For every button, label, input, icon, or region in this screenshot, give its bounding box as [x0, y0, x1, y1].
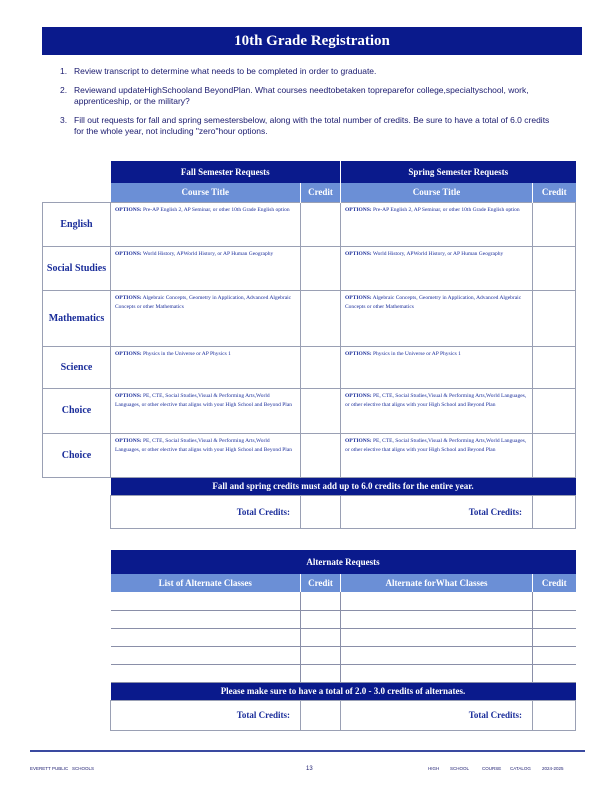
alternate-for-header: Alternate forWhat Classes [341, 574, 533, 592]
options-label: OPTIONS: [115, 392, 142, 399]
alternate-class-cell[interactable] [111, 592, 301, 610]
options-text: PE, CTE, Social Studies,Visual & Performing Arts,World Languages, or other elective that aligns with your High School and Beyond Plan [115, 392, 293, 408]
footer-text: PUBLIC [52, 766, 69, 771]
alternate-total-credits-label-2: Total Credits: [341, 700, 533, 730]
alternate-credit-cell[interactable] [301, 592, 341, 610]
alternate-credit-cell[interactable] [301, 628, 341, 646]
spring-course-title-header: Course Title [341, 183, 533, 202]
instruction-number: 3. [60, 115, 68, 125]
options-label: OPTIONS: [345, 206, 372, 213]
alternate-requests-header: Alternate Requests [111, 550, 576, 574]
instruction-number: 2. [60, 85, 68, 95]
options-text: Physics in the Universe or AP Physics 1 [371, 350, 461, 357]
alternate-credit-cell[interactable] [301, 646, 341, 664]
spring-total-credits-label: Total Credits: [341, 495, 533, 528]
fall-total-credits-cell[interactable] [301, 495, 341, 528]
page-title: 10th Grade Registration [42, 27, 582, 55]
options-label: OPTIONS: [115, 206, 142, 213]
instruction-text: Fill out requests for fall and spring semestersbelow, along with the total number of credits. Be sure to have a total of 6.0 credits for the whole year, not including "zero"hour options. [74, 115, 550, 136]
options-text: Pre-AP English 2, AP Seminar, or other 10th Grade English option [371, 206, 520, 213]
page-number: 13 [306, 766, 313, 772]
footer-text: 2024-2025 [542, 766, 564, 771]
spring-credit-cell[interactable] [533, 290, 576, 346]
spring-credit-cell[interactable] [533, 202, 576, 246]
options-label: OPTIONS: [115, 294, 142, 301]
alternates-note-banner: Please make sure to have a total of 2.0 - 3.0 credits of alternates. [111, 682, 576, 700]
spring-course-cell[interactable] [341, 290, 533, 346]
instruction-text: Review transcript to determine what needs to be completed in order to graduate. [74, 66, 377, 76]
fall-course-cell[interactable] [111, 433, 301, 477]
alternate-credit-header-2: Credit [533, 574, 576, 592]
alternate-for-cell[interactable] [341, 592, 533, 610]
spring-credit-header: Credit [533, 183, 576, 202]
spring-course-cell[interactable] [341, 433, 533, 477]
spring-credit-cell[interactable] [533, 346, 576, 388]
footer-text: EVERETT [30, 766, 51, 771]
alternate-credit-cell[interactable] [533, 628, 576, 646]
instructions-list [60, 66, 560, 145]
fall-total-credits-label: Total Credits: [111, 495, 301, 528]
fall-credit-cell[interactable] [301, 202, 341, 246]
alternate-for-cell[interactable] [341, 664, 533, 682]
options-label: OPTIONS: [345, 392, 372, 399]
fall-credit-cell[interactable] [301, 433, 341, 477]
options-label: OPTIONS: [345, 294, 372, 301]
footer-text: SCHOOLS [72, 766, 95, 771]
options-text: World History, APWorld History, or AP Human Geography [371, 250, 504, 257]
fall-credit-cell[interactable] [301, 346, 341, 388]
spring-credit-cell[interactable] [533, 433, 576, 477]
alternate-credit-cell[interactable] [533, 664, 576, 682]
instruction-item [60, 85, 560, 107]
alternate-credit-cell[interactable] [533, 646, 576, 664]
alternate-class-cell[interactable] [111, 628, 301, 646]
requests-table [42, 161, 576, 529]
alternate-total-credits-cell-2[interactable] [533, 700, 576, 730]
instruction-item [60, 115, 560, 137]
subject-mathematics: Mathematics [43, 290, 111, 346]
spring-credit-cell[interactable] [533, 388, 576, 433]
instruction-number: 1. [60, 66, 68, 76]
alternate-class-cell[interactable] [111, 610, 301, 628]
options-text: Pre-AP English 2, AP Seminar, or other 10th Grade English option [141, 206, 290, 213]
alternate-for-cell[interactable] [341, 646, 533, 664]
alternate-credit-cell[interactable] [533, 592, 576, 610]
instruction-item [60, 66, 560, 77]
alternate-credit-header: Credit [301, 574, 341, 592]
alternate-total-credits-cell[interactable] [301, 700, 341, 730]
fall-credit-cell[interactable] [301, 246, 341, 290]
options-text: PE, CTE, Social Studies,Visual & Performing Arts,World Languages, or other elective that aligns with your High School and Beyond Plan [345, 392, 527, 408]
subject-choice: Choice [43, 388, 111, 433]
alternates-table [110, 550, 576, 731]
fall-course-cell[interactable] [111, 388, 301, 433]
spring-credit-cell[interactable] [533, 246, 576, 290]
alternate-for-cell[interactable] [341, 610, 533, 628]
options-label: OPTIONS: [345, 350, 372, 357]
fall-credit-header: Credit [301, 183, 341, 202]
spring-course-cell[interactable] [341, 388, 533, 433]
fall-course-cell[interactable] [111, 346, 301, 388]
options-text: Algebraic Concepts, Geometry in Application, Advanced Algebraic Concepts or other Mathematics [345, 294, 522, 310]
options-label: OPTIONS: [115, 250, 142, 257]
instruction-text: Reviewand updateHighSchooland BeyondPlan. What courses needtobetaken topreparefor college,specialtyschool, work, apprenticeship, or the military? [74, 85, 529, 106]
spring-course-cell[interactable] [341, 246, 533, 290]
alternate-class-cell[interactable] [111, 646, 301, 664]
options-label: OPTIONS: [115, 350, 142, 357]
fall-course-cell[interactable] [111, 290, 301, 346]
fall-credit-cell[interactable] [301, 388, 341, 433]
footer-text: COURSE [482, 766, 502, 771]
options-text: PE, CTE, Social Studies,Visual & Performing Arts,World Languages, or other elective that aligns with your High School and Beyond Plan [115, 437, 293, 453]
options-text: PE, CTE, Social Studies,Visual & Performing Arts,World Languages, or other elective that aligns with your High School and Beyond Plan [345, 437, 527, 453]
footer-text: HIGH [428, 766, 440, 771]
options-label: OPTIONS: [345, 250, 372, 257]
fall-course-cell[interactable] [111, 202, 301, 246]
options-text: World History, APWorld History, or AP Human Geography [141, 250, 274, 257]
subject-choice: Choice [43, 433, 111, 477]
spring-course-cell[interactable] [341, 346, 533, 388]
fall-course-cell[interactable] [111, 246, 301, 290]
options-label: OPTIONS: [345, 437, 372, 444]
fall-course-title-header: Course Title [111, 183, 301, 202]
alternate-list-header: List of Alternate Classes [111, 574, 301, 592]
options-text: Algebraic Concepts, Geometry in Application, Advanced Algebraic Concepts or other Mathematics [115, 294, 292, 310]
alternate-total-credits-label: Total Credits: [111, 700, 301, 730]
fall-credit-cell[interactable] [301, 290, 341, 346]
footer-divider [30, 750, 585, 752]
spring-semester-header: Spring Semester Requests [341, 161, 576, 183]
alternate-credit-cell[interactable] [301, 664, 341, 682]
alternate-credit-cell[interactable] [533, 610, 576, 628]
options-label: OPTIONS: [115, 437, 142, 444]
subject-social-studies: Social Studies [43, 246, 111, 290]
footer-text: CATALOG [510, 766, 531, 771]
fall-semester-header: Fall Semester Requests [111, 161, 341, 183]
spring-total-credits-cell[interactable] [533, 495, 576, 528]
subject-science: Science [43, 346, 111, 388]
alternate-class-cell[interactable] [111, 664, 301, 682]
alternate-credit-cell[interactable] [301, 610, 341, 628]
footer-text: SCHOOL [450, 766, 470, 771]
credits-note-banner: Fall and spring credits must add up to 6.0 credits for the entire year. [111, 477, 576, 495]
options-text: Physics in the Universe or AP Physics 1 [141, 350, 231, 357]
spring-course-cell[interactable] [341, 202, 533, 246]
subject-english: English [43, 202, 111, 246]
alternate-for-cell[interactable] [341, 628, 533, 646]
